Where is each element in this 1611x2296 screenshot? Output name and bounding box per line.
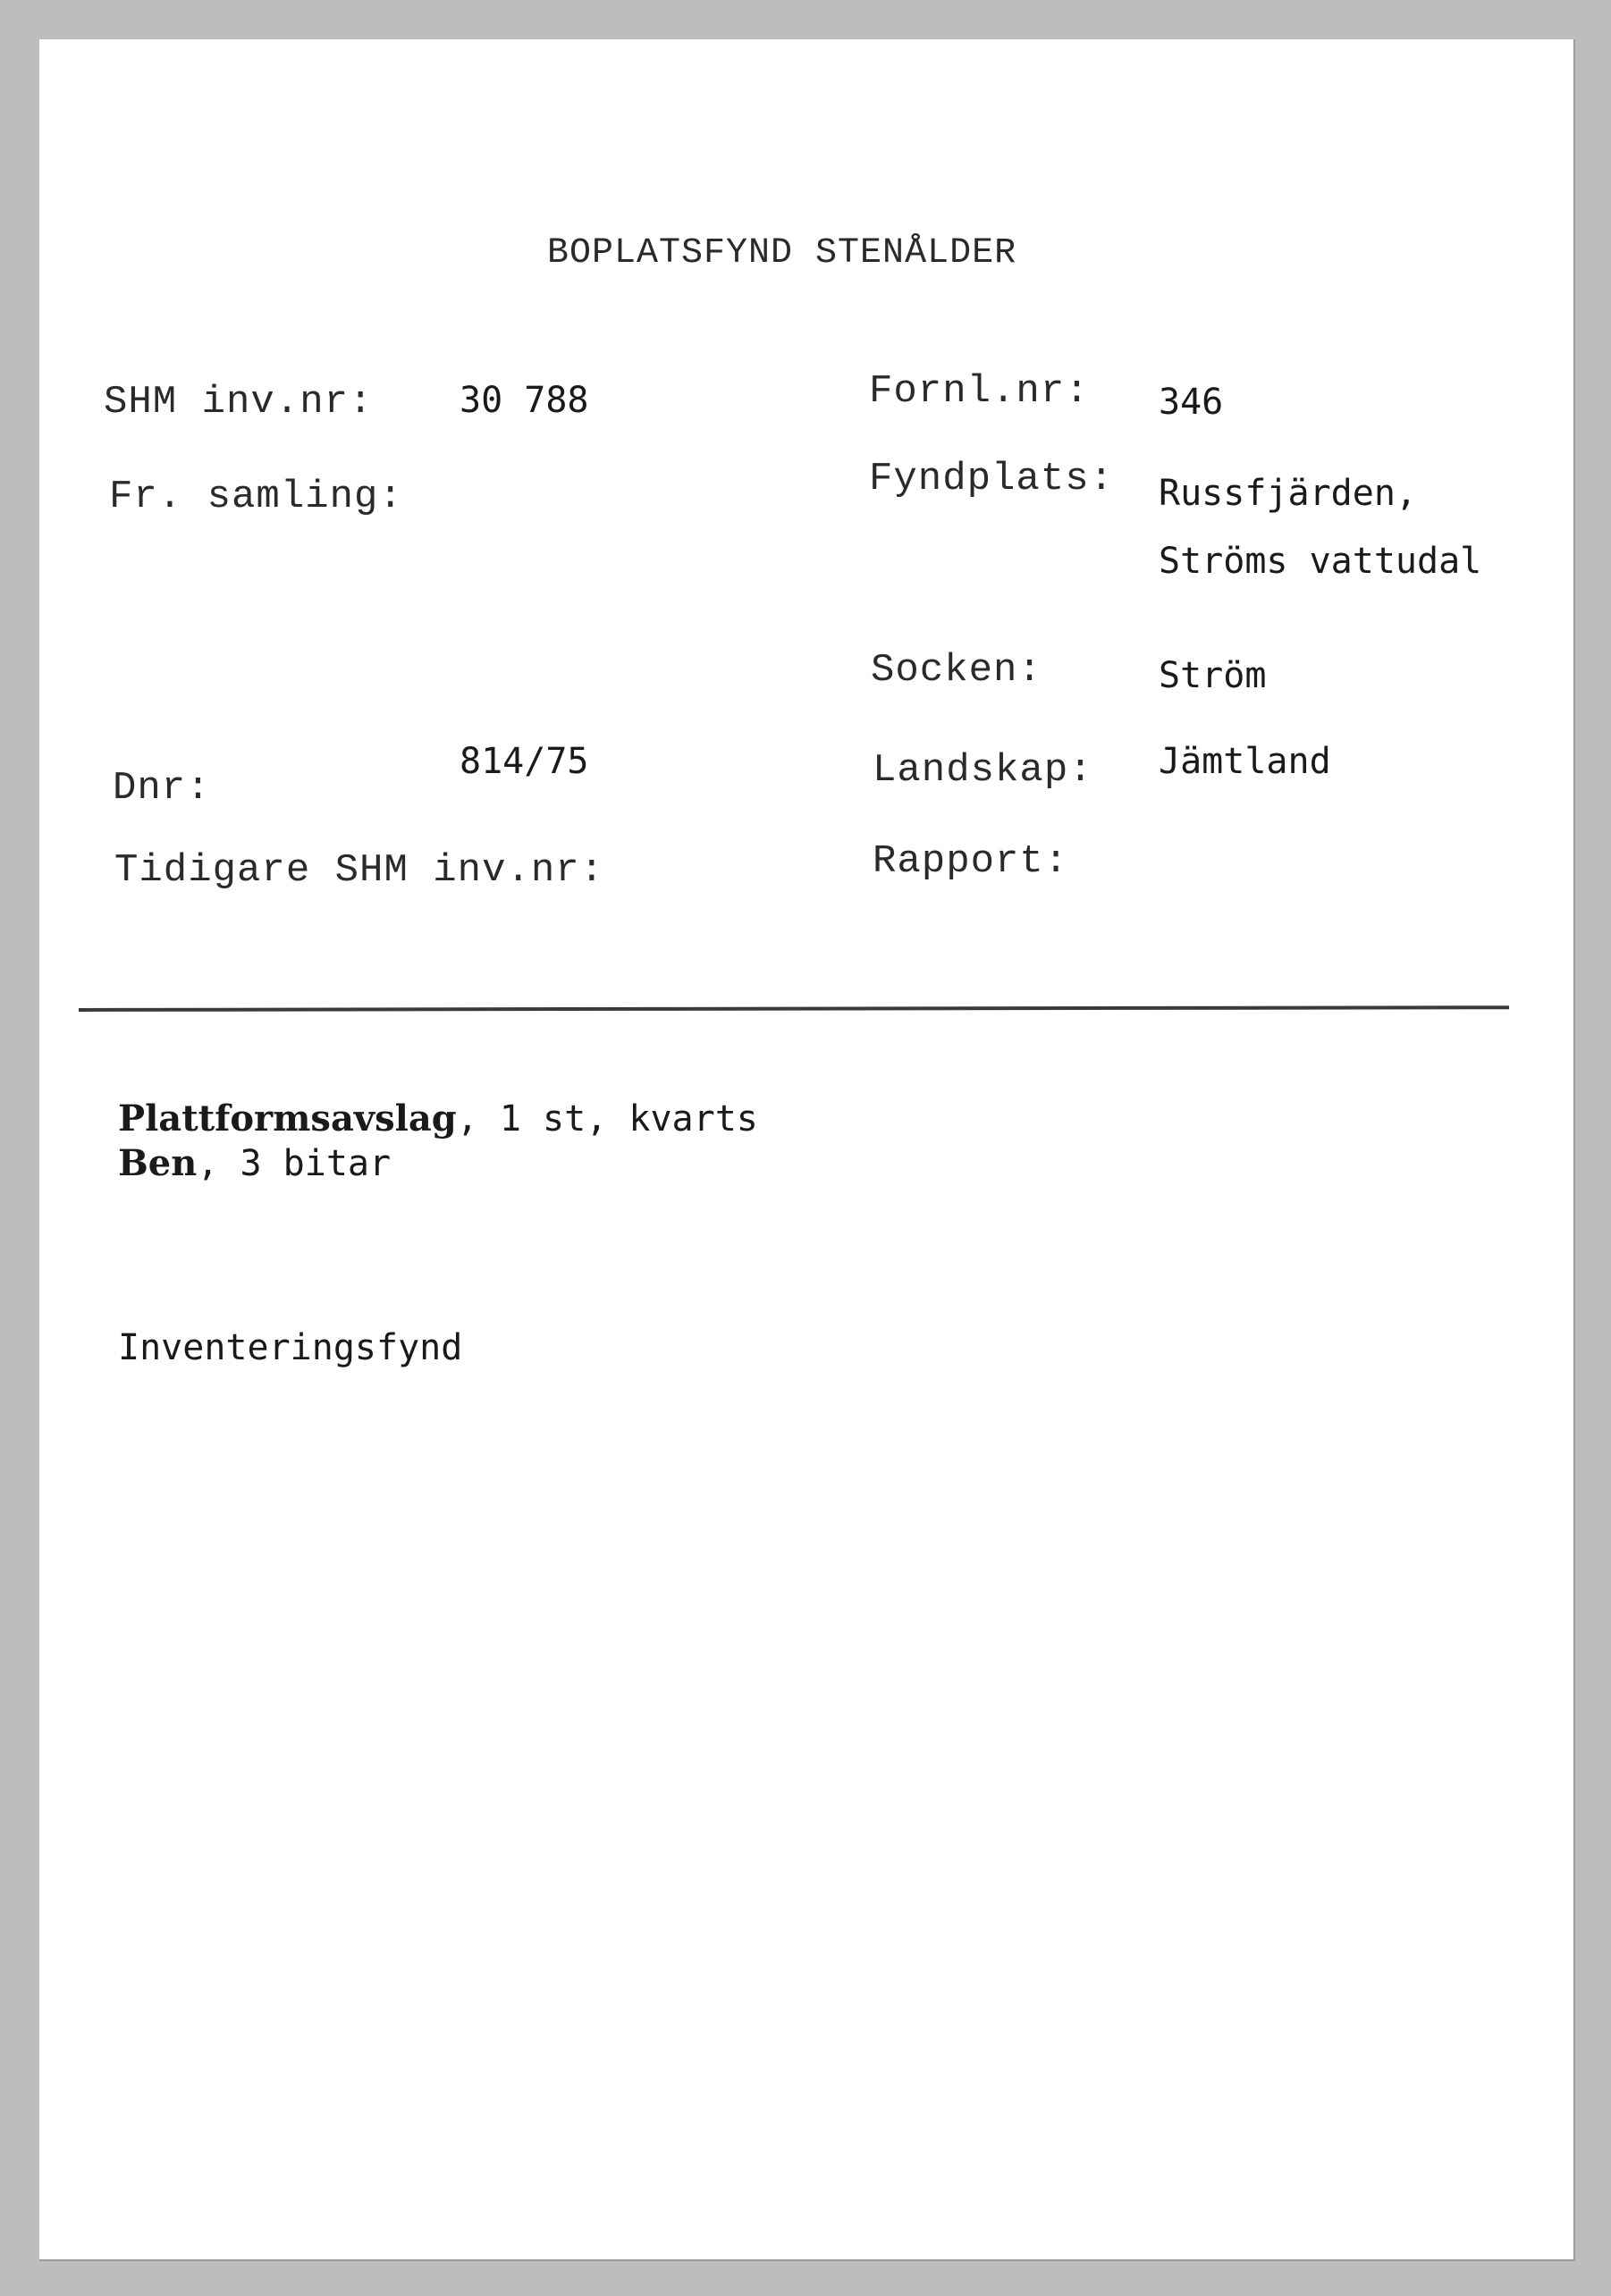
shm-inv-label: SHM inv.nr: [104,380,374,425]
rapport-label: Rapport: [873,839,1069,884]
landskap-label: Landskap: [873,748,1093,793]
fornl-value: 346 [1159,382,1224,423]
card-title: BOPLATSFYND STENÅLDER [547,233,1017,273]
find-item-2-details: , 3 bitar [197,1143,392,1184]
find-item-1-details: , 1 st, kvarts [456,1098,758,1140]
fr-samling-label: Fr. samling: [109,475,403,519]
dnr-value: 814/75 [460,741,589,782]
socken-label: Socken: [871,648,1042,693]
find-item-2 [118,1142,392,1184]
fornl-label: Fornl.nr: [869,369,1090,414]
find-note: Inventeringsfynd [118,1327,463,1368]
socken-value: Ström [1159,655,1267,696]
find-item-1-name: Plattformsavslag [118,1098,457,1140]
fyndplats-value-line1: Russfjärden, [1159,473,1417,514]
find-item-2-name: Ben [118,1142,198,1184]
shm-inv-value: 30 788 [460,380,589,421]
dnr-label: Dnr: [113,766,211,811]
fyndplats-value-line2: Ströms vattudal [1159,541,1482,582]
landskap-value: Jämtland [1159,741,1331,782]
fyndplats-label: Fyndplats: [869,457,1115,501]
find-item-1 [118,1098,758,1140]
tidigare-shm-label: Tidigare SHM inv.nr: [114,848,605,893]
